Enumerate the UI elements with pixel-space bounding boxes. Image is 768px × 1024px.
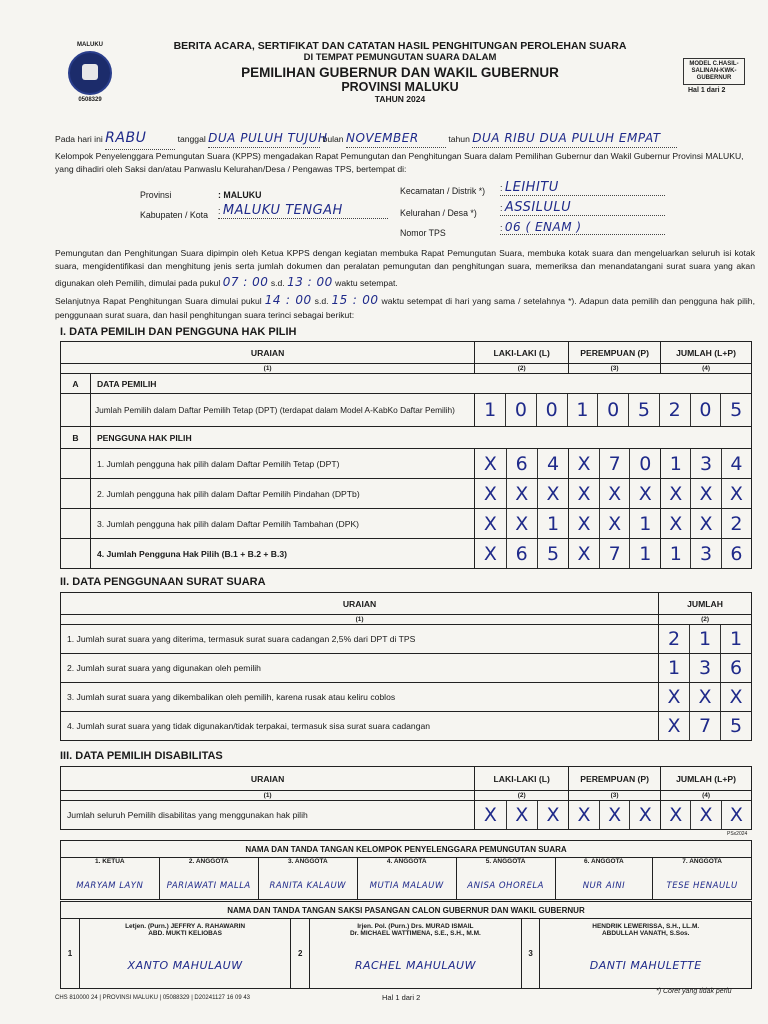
- pengguna-digit-j: X: [669, 482, 683, 505]
- pengguna-row-label: 2. Jumlah pengguna hak pilih dalam Daftar Pemilih Pindahan (DPTb): [90, 479, 474, 509]
- saksi-signature-cell: [79, 919, 290, 989]
- procedure-text: Pemungutan dan Penghitungan Suara dipimpin oleh Ketua KPPS dengan kegiatan membuka Rapat Pemungutan Suara, membuka kotak suara dan mengeluarkan seluruh isi kotak suara, mengidentifikasi dan menghitung jenis serta jumlah dokumen dan peralatan pemungutan dan penghitungan suara, memeriksa dan menandatangani surat suara yang akan digunakan oleh Pemilih, dimulai pada pukul: [55, 248, 755, 288]
- saksi-signature-table: [60, 901, 752, 989]
- row-dpt-label: Jumlah Pemilih dalam Daftar Pemilih Tetap (DPT) (terdapat dalam Model A-KabKo Daftar Pemilih): [90, 394, 474, 427]
- kecamatan-value: LEIHITU: [504, 180, 559, 195]
- disabilitas-label: Jumlah seluruh Pemilih disabilitas yang menggunakan hak pilih: [61, 801, 475, 830]
- pukul2-end: 15 : 00: [331, 292, 379, 307]
- col-perempuan: PEREMPUAN (P): [569, 342, 661, 364]
- pengguna-digit-l: 4: [537, 449, 568, 478]
- hari-value: RABU: [105, 130, 147, 146]
- date-line: [55, 128, 755, 150]
- title-line-1: BERITA ACARA, SERTIFIKAT DAN CATATAN HASIL PENGHITUNGAN PEROLEHAN SUARA: [173, 40, 627, 52]
- pengguna-digit-p: X: [599, 509, 630, 538]
- saksi-signature-cell: [540, 919, 752, 989]
- penghitungan-text-2: waktu setempat di hari yang sama / setelahnya *). Adapun data pemilih dan pengguna hak pilih, penggunaan surat suara, dan hasil penghitungan suara terinci sebagai berikut:: [55, 295, 755, 320]
- disabilitas-digit-j: X: [690, 801, 720, 829]
- penghitungan-text: Selanjutnya Rapat Penghitungan Suara dimulai pukul: [55, 295, 262, 306]
- kpps-signature-name: PARIAWATI MALLA: [166, 881, 251, 891]
- surat-suara-label: 3. Jumlah surat suara yang dikembalikan oleh pemilih, karena rusak atau keliru coblos: [61, 683, 659, 712]
- pengguna-digit-l: 6: [506, 449, 537, 478]
- kpps-role: 1. KETUA: [94, 858, 125, 865]
- dpt-digit: 5: [628, 394, 659, 426]
- kpps-signature-cell: [555, 858, 653, 900]
- surat-suara-digit: 1: [720, 625, 751, 653]
- surat-suara-digit: 3: [689, 654, 720, 682]
- saksi-number: 1: [61, 919, 80, 989]
- section-b-title: PENGGUNA HAK PILIH: [90, 427, 751, 449]
- title-line-2: DI TEMPAT PEMUNGUTAN SUARA DALAM: [303, 52, 497, 63]
- sd-2: s.d.: [314, 295, 329, 306]
- pengguna-digit-p: 1: [629, 539, 660, 568]
- pengguna-digit-j: 2: [721, 509, 751, 538]
- pengguna-digit-p: X: [599, 479, 630, 508]
- pengguna-digit-j: 3: [690, 449, 720, 478]
- section-2-title: II. DATA PENGGUNAAN SURAT SUARA: [60, 576, 266, 588]
- col-num-3: (3): [569, 364, 661, 374]
- document-title: [150, 40, 650, 104]
- pengguna-row-label: 3. Jumlah pengguna hak pilih dalam Daftar Pemilih Tambahan (DPK): [90, 509, 474, 539]
- footer-page: Hal 1 dari 2: [382, 993, 421, 1002]
- surat-suara-label: 4. Jumlah surat suara yang tidak digunakan/tidak terpakai, termasuk sisa surat suara cadangan: [61, 712, 659, 741]
- surat-suara-row: [61, 683, 752, 712]
- section-a-title: DATA PEMILIH: [90, 374, 751, 394]
- dpt-digit: 5: [720, 394, 751, 426]
- disabilitas-digit-l: X: [506, 801, 537, 829]
- candidate-name-1: Irjen. Pol. (Purn.) Drs. MURAD ISMAIL: [357, 923, 474, 930]
- col-uraian-2: URAIAN: [61, 593, 659, 615]
- kpps-signature-name: RANITA KALAUW: [269, 881, 347, 891]
- saksi-number: 3: [521, 919, 540, 989]
- label-hari: Pada hari ini: [55, 134, 103, 144]
- pengguna-digit-p: X: [577, 452, 591, 475]
- footer-note: *) Coret yang tidak perlu: [656, 988, 732, 995]
- provinsi-value: : MALUKU: [218, 190, 262, 200]
- kpps-signature-cell: [258, 858, 357, 900]
- kpps-signature-cell: [456, 858, 555, 900]
- pengguna-digit-j: X: [721, 479, 751, 508]
- disabilitas-digit-p: X: [577, 804, 591, 826]
- pukul1-start: 07 : 00: [222, 274, 269, 289]
- col-laki: LAKI-LAKI (L): [475, 342, 569, 364]
- label-tanggal: tanggal: [177, 134, 206, 144]
- saksi-signature-name: RACHEL MAHULAUW: [354, 959, 476, 972]
- kpps-signature-name: NUR AINI: [582, 881, 626, 891]
- tps-label: Nomor TPS: [400, 228, 446, 238]
- bulan-value: NOVEMBER: [345, 131, 419, 145]
- kpps-title: NAMA DAN TANDA TANGAN KELOMPOK PENYELENGGARA PEMUNGUTAN SUARA: [61, 841, 752, 858]
- title-line-5: TAHUN 2024: [374, 94, 426, 104]
- candidate-name-2: Dr. MICHAEL WATTIMENA, S.E., S.H., M.M.: [349, 930, 481, 937]
- saksi-signature-cell: [310, 919, 521, 989]
- pengguna-digit-l: X: [506, 509, 537, 538]
- col-jumlah-3: JUMLAH (L+P): [661, 767, 752, 791]
- surat-suara-digit: X: [720, 683, 751, 711]
- dpt-digit: 2: [659, 394, 690, 426]
- pengguna-digit-j: X: [669, 512, 683, 535]
- table-data-pemilih: [60, 341, 752, 569]
- surat-suara-label: 2. Jumlah surat suara yang digunakan oleh pemilih: [61, 654, 659, 683]
- procedure-paragraph: [55, 247, 755, 322]
- title-line-3: PEMILIHAN GUBERNUR DAN WAKIL GUBERNUR: [241, 65, 559, 80]
- dpt-digit-boxes: [475, 394, 752, 427]
- candidate-name-2: ABD. MUKTI KELIOBAS: [148, 930, 222, 937]
- surat-suara-row: [61, 625, 752, 654]
- surat-suara-digit: 7: [689, 712, 720, 740]
- pengguna-digit-j: 6: [721, 539, 751, 568]
- kpps-signature-name: MARYAM LAYN: [76, 881, 144, 891]
- surat-suara-digit: X: [667, 715, 681, 737]
- kpps-signature-cell: [61, 858, 160, 900]
- pengguna-digit-l: 1: [537, 509, 568, 538]
- pengguna-digit-l: X: [483, 542, 497, 565]
- pukul1-end: 13 : 00: [287, 274, 333, 289]
- surat-suara-digit: 1: [689, 625, 720, 653]
- pengguna-digit-p: 1: [629, 509, 660, 538]
- pukul2-start: 14 : 00: [264, 292, 312, 307]
- disabilitas-digit-p: X: [599, 801, 630, 829]
- form-code: PSx2024: [727, 831, 748, 837]
- pengguna-row: [61, 539, 752, 569]
- col-num-s3-3: (3): [569, 791, 661, 801]
- dpt-digit: 0: [536, 394, 567, 426]
- dpt-digit: 1: [567, 394, 598, 426]
- surat-suara-row: [61, 712, 752, 741]
- pengguna-digit-j: X: [690, 509, 720, 538]
- surat-suara-row: [61, 654, 752, 683]
- kpps-signature-table: [60, 840, 752, 900]
- pengguna-digit-l: X: [483, 452, 497, 475]
- pengguna-digit-j: 1: [669, 542, 682, 565]
- logo-label: MALUKU: [77, 42, 103, 48]
- kelurahan-value: ASSILULU: [504, 200, 572, 215]
- disabilitas-digit-p: X: [629, 801, 660, 829]
- tps-value: 06 ( ENAM ): [504, 220, 582, 234]
- surat-suara-digit: 2: [668, 628, 681, 650]
- kpu-logo: [66, 42, 114, 108]
- kpps-role: 2. ANGGOTA: [188, 858, 229, 865]
- section-3-title: III. DATA PEMILIH DISABILITAS: [60, 750, 223, 762]
- saksi-signature-name: XANTO MAHULAUW: [127, 959, 243, 972]
- kpps-signature-cell: [653, 858, 752, 900]
- saksi-title: NAMA DAN TANDA TANGAN SAKSI PASANGAN CALON GUBERNUR DAN WAKIL GUBERNUR: [61, 902, 752, 919]
- pengguna-row: [61, 509, 752, 539]
- kpps-signature-name: ANISA OHORELA: [467, 881, 544, 891]
- col-num-s2-1: (1): [61, 615, 659, 625]
- kabupaten-field: : MALUKU TENGAH: [218, 203, 388, 219]
- saksi-number: 2: [291, 919, 310, 989]
- kpps-role: 5. ANGGOTA: [485, 858, 526, 865]
- dpt-digit: 0: [505, 394, 536, 426]
- pengguna-digit-j: 4: [721, 449, 751, 478]
- kpps-role: 7. ANGGOTA: [682, 858, 722, 865]
- surat-suara-label: 1. Jumlah surat suara yang diterima, termasuk surat suara cadangan 2,5% dari DPT di TPS: [61, 625, 659, 654]
- dpt-digit: 1: [484, 399, 497, 421]
- dpt-digit: 0: [690, 394, 721, 426]
- pengguna-digit-p: 7: [599, 539, 630, 568]
- surat-suara-digit: X: [689, 683, 720, 711]
- col-uraian: URAIAN: [61, 342, 475, 364]
- pengguna-row: [61, 479, 752, 509]
- col-laki-3: LAKI-LAKI (L): [475, 767, 569, 791]
- col-num-1: (1): [61, 364, 475, 374]
- disabilitas-digit-j: X: [721, 801, 751, 829]
- kpps-role: 6. ANGGOTA: [584, 858, 624, 865]
- pengguna-digit-p: X: [577, 542, 591, 565]
- waktu-setempat-1: waktu setempat.: [335, 277, 398, 288]
- pengguna-digit-p: 0: [629, 449, 660, 478]
- table-disabilitas: [60, 766, 752, 830]
- provinsi-label: Provinsi: [140, 190, 172, 200]
- surat-suara-digit: X: [667, 686, 681, 708]
- kabupaten-label: Kabupaten / Kota: [140, 210, 208, 220]
- model-code-box: MODEL C.HASIL-SALINAN-KWK-GUBERNUR: [683, 58, 745, 85]
- section-1-title: I. DATA PEMILIH DAN PENGGUNA HAK PILIH: [60, 326, 297, 338]
- kabupaten-value: MALUKU TENGAH: [222, 203, 343, 218]
- col-num-s3-4: (4): [661, 791, 752, 801]
- pengguna-row-label: 1. Jumlah pengguna hak pilih dalam Daftar Pemilih Tetap (DPT): [90, 449, 474, 479]
- col-jumlah-2: JUMLAH: [659, 593, 752, 615]
- pengguna-digit-j: 3: [690, 539, 720, 568]
- pengguna-digit-p: 7: [599, 449, 630, 478]
- pengguna-digit-p: X: [577, 482, 591, 505]
- tps-field: : 06 ( ENAM ): [500, 220, 665, 235]
- logo-code: 0508329: [78, 97, 102, 103]
- tahun-value: DUA RIBU DUA PULUH EMPAT: [472, 131, 661, 145]
- kpps-signature-cell: [357, 858, 456, 900]
- col-num-4: (4): [661, 364, 752, 374]
- col-jumlah: JUMLAH (L+P): [661, 342, 752, 364]
- candidate-name-1: Letjen. (Purn.) JEFFRY A. RAHAWARIN: [125, 923, 246, 930]
- sd-1: s.d.: [270, 277, 285, 288]
- disabilitas-digit-j: X: [669, 804, 683, 826]
- kelurahan-label: Kelurahan / Desa *): [400, 208, 477, 218]
- kecamatan-label: Kecamatan / Distrik *): [400, 186, 486, 196]
- pengguna-digit-l: X: [537, 479, 568, 508]
- table-surat-suara: [60, 592, 752, 741]
- intro-paragraph: Kelompok Penyelenggara Pemungutan Suara (KPPS) mengadakan Rapat Pemungutan dan Penghitungan Suara dalam Pemilihan Gubernur dan Wakil Gubernur Provinsi MALUKU, yang dihadiri oleh Saksi dan/atau Panwaslu Kelurahan/Desa / Pengawas TPS, bertempat di:: [55, 151, 744, 174]
- footer-code: CHS 810000 24 | PROVINSI MALUKU | 05088329 | D20241127 16 09 43: [55, 995, 251, 1001]
- tanggal-value: DUA PULUH TUJUH: [208, 131, 328, 145]
- kelurahan-field: : ASSILULU: [500, 200, 665, 216]
- page-indicator: Hal 1 dari 2: [688, 87, 726, 94]
- col-num-2: (2): [475, 364, 569, 374]
- pengguna-digit-l: X: [483, 512, 497, 535]
- pengguna-digit-l: X: [506, 479, 537, 508]
- disabilitas-digit-l: X: [483, 804, 497, 826]
- candidate-name-2: ABDULLAH VANATH, S.Sos.: [601, 930, 690, 937]
- pengguna-digit-l: X: [483, 482, 497, 505]
- pengguna-digit-l: 5: [537, 539, 568, 568]
- candidate-name-1: HENDRIK LEWERISSA, S.H., LL.M.: [592, 923, 700, 930]
- dpt-digit: 0: [597, 394, 628, 426]
- row-label-a: A: [61, 374, 91, 394]
- pengguna-row-label: 4. Jumlah Pengguna Hak Pilih (B.1 + B.2 + B.3): [90, 539, 474, 569]
- surat-suara-digit: 1: [668, 657, 681, 679]
- label-bulan: bulan: [322, 134, 344, 144]
- kpps-signature-name: TESE HENAULU: [666, 881, 738, 891]
- pengguna-digit-p: X: [577, 512, 591, 535]
- col-uraian-3: URAIAN: [61, 767, 475, 791]
- disabilitas-digit-l: X: [537, 801, 568, 829]
- kpps-role: 4. ANGGOTA: [386, 858, 427, 865]
- kecamatan-field: : LEIHITU: [500, 180, 665, 196]
- pengguna-digit-j: 1: [669, 452, 682, 475]
- pengguna-digit-l: 6: [506, 539, 537, 568]
- col-num-s2-2: (2): [659, 615, 752, 625]
- label-tahun: tahun: [448, 134, 470, 144]
- kpps-signature-name: MUTIA MALAUW: [369, 881, 444, 891]
- saksi-signature-name: DANTI MAHULETTE: [589, 959, 702, 972]
- pengguna-digit-p: X: [629, 479, 660, 508]
- col-num-s3-2: (2): [475, 791, 569, 801]
- surat-suara-digit: 6: [720, 654, 751, 682]
- kpps-signature-cell: [159, 858, 258, 900]
- kpps-role: 3. ANGGOTA: [287, 858, 328, 865]
- row-label-b: B: [61, 427, 91, 449]
- col-num-s3-1: (1): [61, 791, 475, 801]
- disabilitas-row: [61, 801, 752, 830]
- pengguna-row: [61, 449, 752, 479]
- col-perempuan-3: PEREMPUAN (P): [569, 767, 661, 791]
- surat-suara-digit: 5: [720, 712, 751, 740]
- title-line-4: PROVINSI MALUKU: [341, 80, 459, 94]
- pengguna-digit-j: X: [690, 479, 720, 508]
- kpu-emblem-icon: [68, 51, 112, 95]
